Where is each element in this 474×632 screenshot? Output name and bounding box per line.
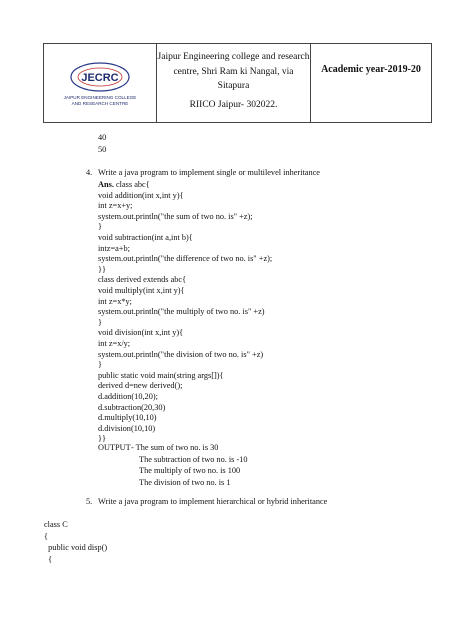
output-label: OUTPUT bbox=[98, 443, 131, 452]
header-table bbox=[43, 43, 432, 123]
code-line: } bbox=[98, 360, 102, 370]
code-line: derived d=new derived(); bbox=[98, 381, 183, 391]
code-line: { bbox=[44, 554, 53, 564]
code-line: }} bbox=[98, 264, 106, 274]
code-line: class abc{ bbox=[116, 180, 150, 189]
jecrc-logo-icon bbox=[69, 60, 131, 94]
code-line: d.multiply(10,10) bbox=[98, 413, 157, 423]
institution-line: Jaipur Engineering college and research bbox=[157, 52, 310, 62]
output-value: 40 bbox=[98, 133, 107, 142]
code-line: void multiply(int x,int y){ bbox=[98, 286, 185, 295]
code-line: system.out.println("the difference of two no. is" +z); bbox=[98, 254, 273, 264]
code-line: intz=a+b; bbox=[98, 243, 130, 253]
output-value: 50 bbox=[98, 145, 107, 154]
output-line: The multiply of two no. is 100 bbox=[139, 466, 241, 476]
academic-year: Academic year-2019-20 bbox=[321, 64, 421, 75]
code-line: }} bbox=[98, 434, 106, 444]
logo-caption-line: JAIPUR ENGINEERING COLLEGE bbox=[63, 94, 137, 100]
code-line: class derived extends abc{ bbox=[98, 275, 187, 285]
code-line: int z=x*y; bbox=[98, 296, 132, 306]
code-line: class C bbox=[44, 520, 68, 529]
code-line: int z=x+y; bbox=[98, 201, 133, 211]
question-number: 4. bbox=[86, 168, 93, 177]
code-line: void subtraction(int a,int b){ bbox=[98, 233, 193, 242]
code-line: } bbox=[98, 222, 102, 232]
code-line: int z=x/y; bbox=[98, 339, 131, 348]
institution-line: centre, Shri Ram ki Nangal, via Sitapura bbox=[173, 66, 294, 91]
code-line: d.subtraction(20,30) bbox=[98, 402, 166, 412]
output-line: - The sum of two no. is 30 bbox=[131, 443, 219, 452]
college-logo bbox=[44, 44, 157, 122]
code-line: void division(int x,int y){ bbox=[98, 328, 184, 338]
question-text: Write a java program to implement single or multilevel inheritance bbox=[98, 168, 320, 177]
code-line: void addition(int x,int y){ bbox=[98, 190, 184, 200]
question-number: 5. bbox=[86, 497, 93, 506]
question-text: Write a java program to implement hierarchical or hybrid inheritance bbox=[98, 497, 328, 506]
logo-caption-line: AND RESEARCH CENTRE bbox=[71, 100, 129, 106]
code-line: public static void main(string args[]){ bbox=[98, 370, 224, 380]
code-line: public void disp() bbox=[44, 543, 108, 552]
code-line: { bbox=[44, 531, 48, 541]
code-line: } bbox=[98, 317, 102, 327]
code-line: system.out.println("the sum of two no. is" +z); bbox=[98, 211, 253, 221]
answer-label: Ans. bbox=[98, 180, 114, 189]
output-line: The division of two no. is 1 bbox=[139, 477, 231, 487]
logo-wordmark: JECRC bbox=[81, 71, 119, 84]
code-line: d.division(10,10) bbox=[98, 423, 156, 433]
logo-caption bbox=[64, 95, 137, 106]
code-line: system.out.println("the multiply of two no. is" +z) bbox=[98, 307, 265, 317]
code-line: system.out.println("the division of two no. is" +z) bbox=[98, 349, 264, 359]
institution-line: RIICO Jaipur- 302022. bbox=[189, 99, 278, 110]
institution-address bbox=[157, 44, 311, 122]
output-line: The subtraction of two no. is -10 bbox=[139, 454, 248, 464]
code-line: d.addition(10,20); bbox=[98, 392, 158, 401]
